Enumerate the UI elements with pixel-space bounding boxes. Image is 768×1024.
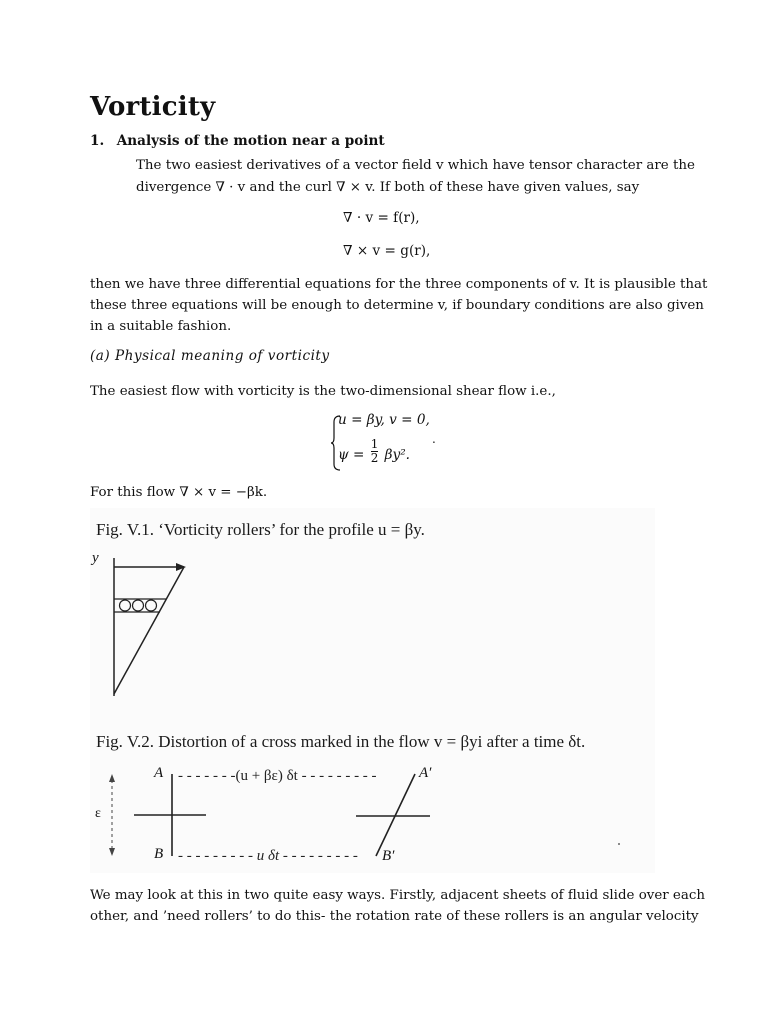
top-dash-row	[178, 768, 377, 785]
bottom-dash-left: - - - - - - - - -	[178, 848, 257, 864]
section-title: Analysis of the motion near a point	[116, 133, 385, 149]
figure-drawings	[90, 508, 655, 873]
bottom-dash-right: - - - - - - - - -	[279, 848, 358, 864]
fraction-half	[371, 438, 379, 465]
trailing-dot: .	[432, 432, 436, 446]
para5-line-2: other, and ’need rollers’ to do this- the rotation rate of these rollers is an angular velocity	[90, 909, 699, 924]
system-psi-suffix: βy².	[384, 447, 410, 463]
fig1-y-axis-label: y	[92, 550, 99, 566]
section-number: 1.	[90, 133, 105, 149]
fraction-numerator: 1	[370, 437, 379, 451]
subsection-heading: (a) Physical meaning of vorticity	[90, 348, 330, 364]
top-dash-label: (u + βε) δt	[235, 768, 298, 784]
top-dash-right: - - - - - - - - -	[297, 768, 377, 784]
top-dash-left: - - - - - - -	[178, 768, 236, 784]
figure-2-caption: Fig. V.2. Distortion of a cross marked in the flow v = βyi after a time δt.	[96, 732, 586, 751]
bottom-dash-row	[178, 848, 358, 865]
label-b-prime: B′	[382, 848, 395, 864]
para2-line-3: in a suitable fashion.	[90, 319, 232, 334]
label-b: B	[154, 846, 164, 862]
intro-line-1: The two easiest derivatives of a vector field v which have tensor character are the	[136, 158, 695, 173]
fraction-denominator: 2	[370, 451, 379, 465]
para2-line-1: then we have three differential equations for the three components of v. It is plausible that	[90, 277, 708, 292]
system-line-2	[338, 437, 410, 469]
para5-line-1: We may look at this in two quite easy ways. Firstly, adjacent sheets of fluid slide over each	[90, 888, 705, 903]
figure-1-caption: Fig. V.1. ‘Vorticity rollers’ for the profile u = βy.	[96, 520, 425, 539]
label-a-prime: A′	[419, 765, 432, 781]
system-psi-prefix: ψ =	[338, 447, 365, 463]
label-a: A	[154, 765, 164, 781]
figure-region	[90, 508, 655, 873]
para4: For this flow ∇ × v = −βk.	[90, 485, 268, 500]
para3: The easiest flow with vorticity is the two-dimensional shear flow i.e.,	[90, 384, 556, 399]
page-title: Vorticity	[90, 92, 216, 122]
intro-line-2: divergence ∇ · v and the curl ∇ × v. If both of these have given values, say	[136, 180, 640, 195]
curl-equation: ∇ × v = g(r),	[343, 243, 431, 259]
para2-line-2: these three equations will be enough to determine v, if boundary conditions are also given	[90, 298, 704, 313]
epsilon-label: ε	[95, 806, 101, 821]
system-line-1: u = βy, v = 0,	[338, 412, 430, 428]
section-heading	[90, 133, 385, 149]
divergence-equation: ∇ · v = f(r),	[343, 210, 420, 226]
bottom-dash-label: u δt	[256, 848, 280, 864]
